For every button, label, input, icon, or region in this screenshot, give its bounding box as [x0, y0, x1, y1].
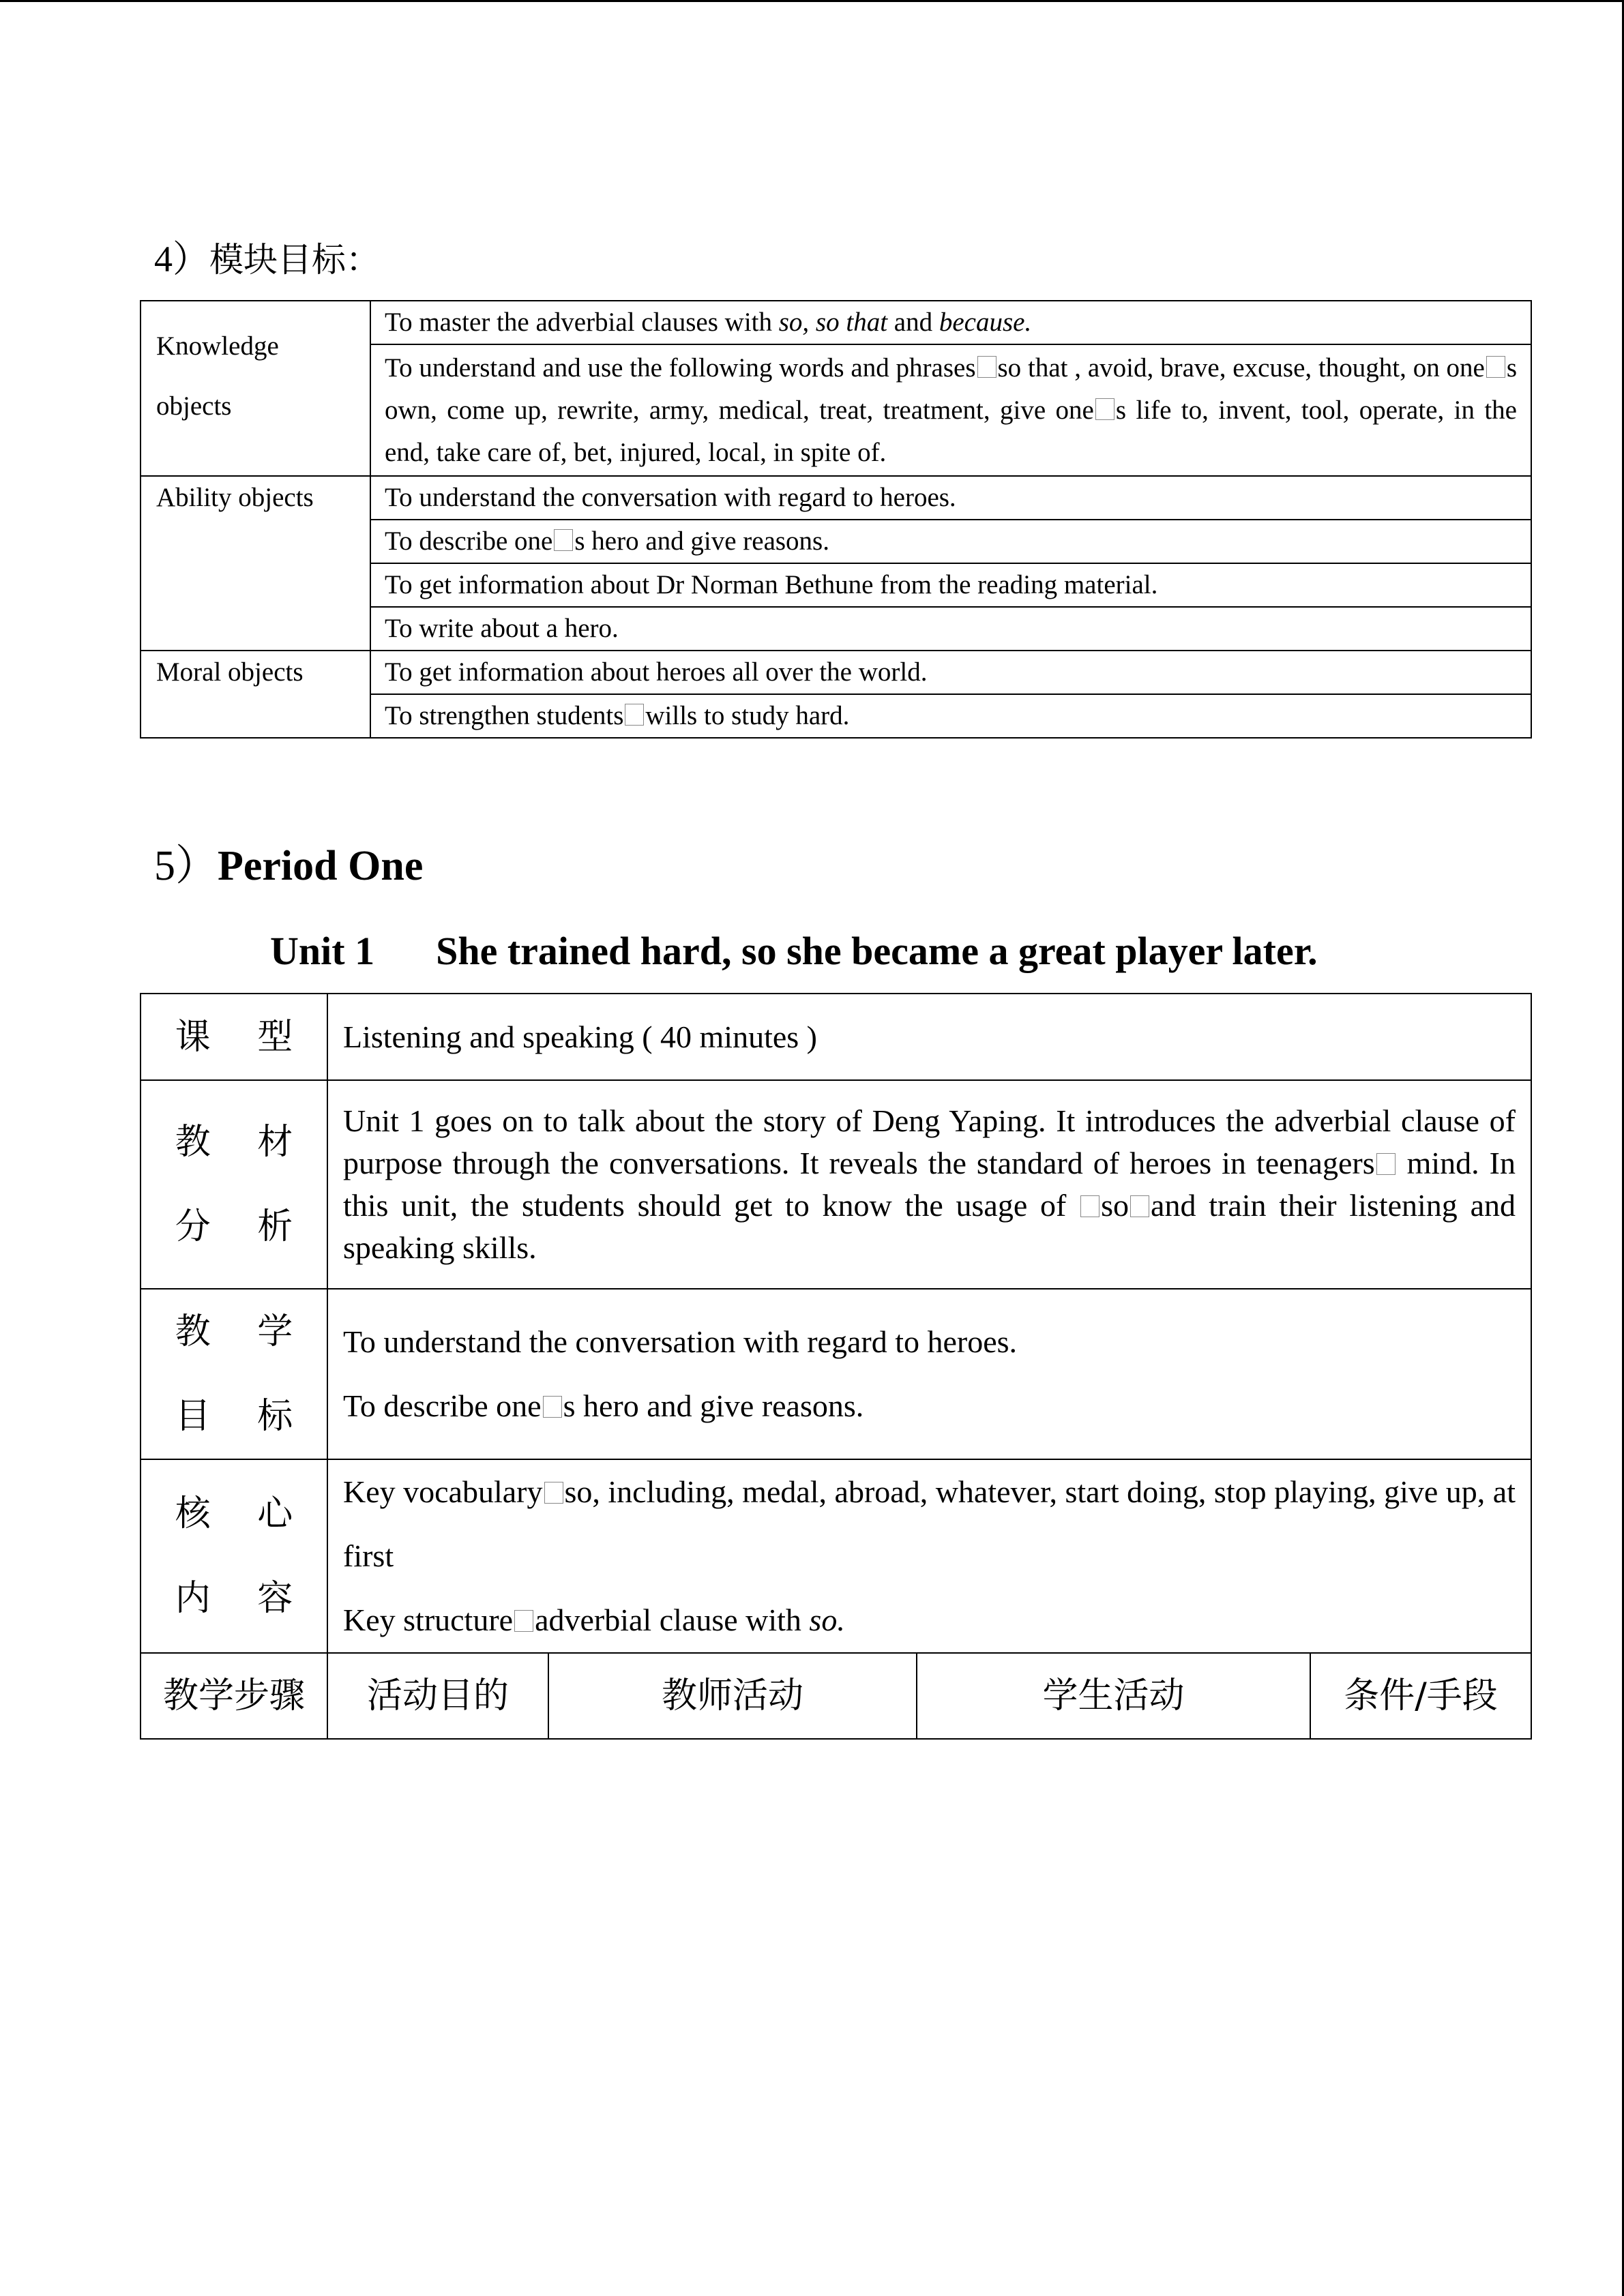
header-activity-purpose: 活动目的	[327, 1653, 548, 1739]
missing-glyph-box	[1376, 1153, 1396, 1175]
table-row	[141, 301, 1531, 344]
section-5-heading	[154, 839, 423, 893]
missing-glyph-box	[625, 704, 644, 726]
missing-glyph-box	[514, 1610, 533, 1632]
unit-title	[270, 924, 1318, 979]
section-4-heading	[154, 232, 380, 287]
missing-glyph-box	[543, 1396, 562, 1418]
moral-item-2: To strengthen students wills to study hard.	[370, 694, 1531, 738]
moral-objects-label: Moral objects	[141, 651, 370, 738]
knowledge-item-1: To master the adverbial clauses with so, so that and because.	[370, 301, 1531, 344]
missing-glyph-box	[977, 356, 996, 378]
material-analysis-text: Unit 1 goes on to talk about the story of Deng Yaping. It introduces the adverbial clause of purpose through the conversations. It reveals the standard of heroes in teenagers mind. In this unit, the students should get to know the usage of so and train their listening and speaking skills.	[327, 1080, 1531, 1289]
ability-item-2: To describe one s hero and give reasons.	[370, 520, 1531, 563]
moral-item-1: To get information about heroes all over the world.	[370, 651, 1531, 694]
ability-objects-label: Ability objects	[141, 476, 370, 651]
knowledge-objects-label: Knowledge objects	[141, 301, 370, 476]
material-analysis-label: 教 材 分 析	[141, 1080, 327, 1289]
lesson-type-label: 课 型	[141, 994, 327, 1080]
table-row	[141, 994, 1531, 1080]
core-content-text: Key vocabulary so, including, medal, abroad, whatever, start doing, stop playing, give up, at first Key structure adverbial clause with so.	[327, 1459, 1531, 1653]
header-student-activity: 学生活动	[917, 1653, 1310, 1739]
header-conditions-means: 条件/手段	[1310, 1653, 1531, 1739]
ability-item-3: To get information about Dr Norman Bethune from the reading material.	[370, 563, 1531, 607]
missing-glyph-box	[554, 529, 573, 551]
header-teaching-steps: 教学步骤	[141, 1653, 327, 1739]
missing-glyph-box	[1486, 356, 1505, 378]
teaching-goals-label: 教 学 目 标	[141, 1289, 327, 1459]
missing-glyph-box	[1080, 1195, 1099, 1217]
lesson-plan-table	[140, 993, 1532, 1740]
header-teacher-activity: 教师活动	[548, 1653, 917, 1739]
unit-title-text: She trained hard, so she became a great player later.	[436, 929, 1318, 973]
ability-item-4: To write about a hero.	[370, 607, 1531, 651]
lesson-type-value: Listening and speaking ( 40 minutes )	[327, 994, 1531, 1080]
section-4-number: 4）	[154, 239, 209, 280]
page-top-border	[0, 0, 1624, 2]
table-row	[141, 1289, 1531, 1459]
missing-glyph-box	[1130, 1195, 1149, 1217]
ability-item-1: To understand the conversation with regard to heroes.	[370, 476, 1531, 520]
table-row	[141, 1080, 1531, 1289]
table-row	[141, 651, 1531, 694]
module-objectives-table	[140, 300, 1532, 739]
section-4-title: 模块目标：	[209, 240, 380, 280]
teaching-goals-text: To understand the conversation with regard to heroes. To describe one s hero and give reasons.	[327, 1289, 1531, 1459]
knowledge-item-2: To understand and use the following words and phrases so that , avoid, brave, excuse, thought, on one s own, come up, rewrite, army, medical, treat, treatment, give one s life to, invent, tool, operate, in the end, take care of, bet, injured, local, in spite of.	[370, 344, 1531, 476]
unit-number: Unit 1	[270, 929, 375, 973]
missing-glyph-box	[544, 1482, 563, 1504]
table-row	[141, 476, 1531, 520]
table-row	[141, 1459, 1531, 1653]
table-row	[141, 1653, 1531, 1739]
core-content-label: 核 心 内 容	[141, 1459, 327, 1653]
missing-glyph-box	[1095, 398, 1114, 420]
section-5-number: 5）	[154, 843, 218, 889]
section-5-title: Period One	[218, 843, 424, 889]
